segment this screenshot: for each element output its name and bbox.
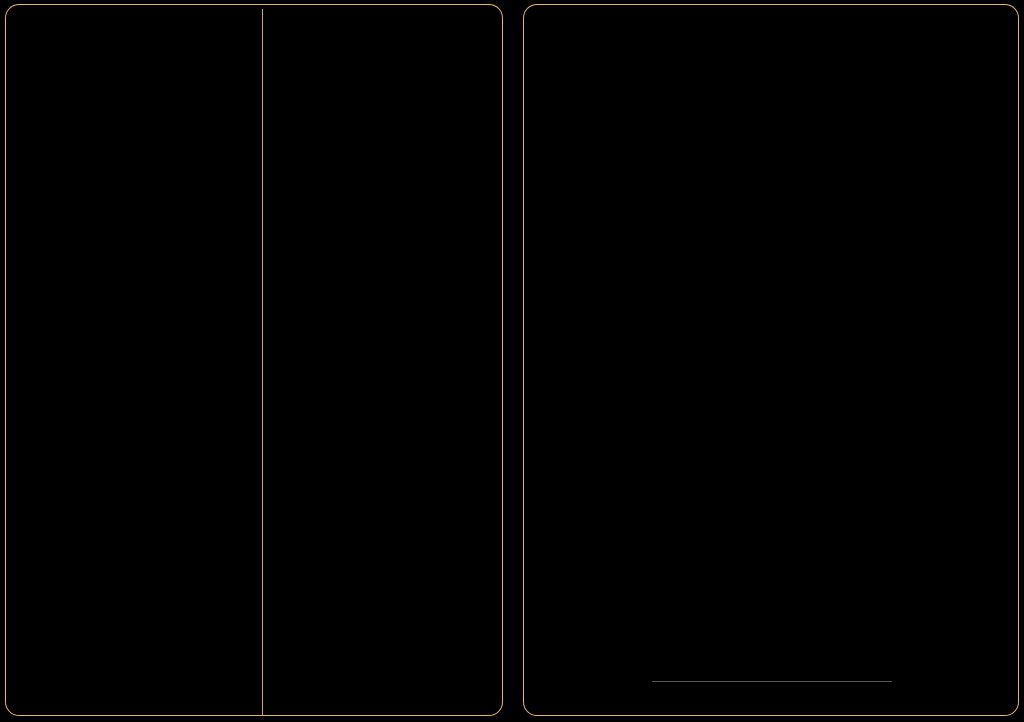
main-course-header bbox=[524, 13, 1019, 39]
dietary-notes bbox=[652, 681, 892, 684]
appetizers-panel bbox=[5, 4, 503, 716]
column-divider bbox=[262, 9, 263, 716]
ornament-divider bbox=[524, 13, 1019, 35]
main-course-panel bbox=[523, 4, 1019, 716]
